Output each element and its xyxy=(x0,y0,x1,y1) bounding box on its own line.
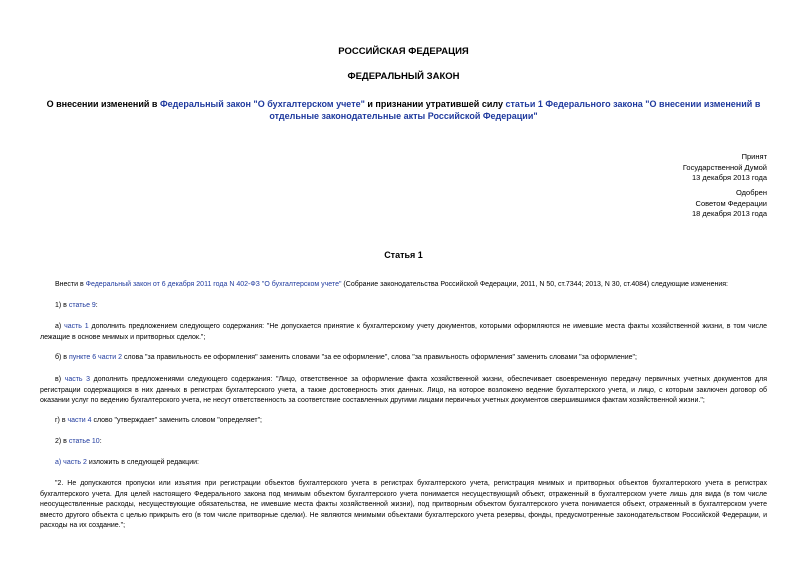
title-text-1: О внесении изменений в xyxy=(46,99,160,109)
p3-link-part-1[interactable]: часть 1 xyxy=(64,323,89,330)
p2-text-b: : xyxy=(95,302,98,309)
paragraph-item-1v xyxy=(40,375,767,407)
paragraph-intro xyxy=(40,280,767,291)
article-heading: Статья 1 xyxy=(384,250,423,260)
p2-text-a: 1) в xyxy=(55,302,69,309)
approved-date: 18 декабря 2013 года xyxy=(691,209,767,218)
p4-text-b: слова "за правильность ее оформления" заменить словами "за ее оформление", слова "за правильность оформления" заменить словами "за оформление"; xyxy=(122,354,637,361)
p6-link-part-4[interactable]: части 4 xyxy=(67,417,92,424)
law-type-heading: ФЕДЕРАЛЬНЫЙ ЗАКОН xyxy=(347,71,460,82)
p5-text-b: дополнить предложениями следующего содержания: "Лицо, ответственное за оформление факта хозяйственной жизни, обеспечивает своевременную передачу первичных учетных документов для регистрации содержащихся в них данных в регистрах бухгалтерского учета, а также достоверность этих данных. Лицо, на которое возложено ведение бухгалтерского учета, и лицо, с которым заключен договор об оказании услуг по ведению бухгалтерского учета, не несут ответственность за соответствие составленных другими лицами первичных учетных документов свершившимся фактам хозяйственной жизни."; xyxy=(40,376,768,404)
approved-line-2: Советом Федерации xyxy=(695,198,767,208)
title-link-accounting-law[interactable]: Федеральный закон "О бухгалтерском учете" xyxy=(159,99,365,109)
p3-text-a: а) xyxy=(55,323,65,330)
paragraph-item-1g xyxy=(40,416,767,427)
paragraph-item-2 xyxy=(40,437,767,448)
title-text-2: и признании утратившей силу xyxy=(364,99,506,109)
accepted-line-1: Принят xyxy=(741,152,767,161)
p2-link-article-9[interactable]: статье 9 xyxy=(68,302,96,309)
accepted-block xyxy=(683,152,767,184)
p8-link-part-2[interactable]: а) часть 2 xyxy=(55,459,87,466)
p1-text-b: (Собрание законодательства Российской Федерации, 2011, N 50, ст.7344; 2013, N 30, ст.4084) следующие изменения: xyxy=(341,281,728,288)
paragraph-item-1 xyxy=(40,301,767,312)
paragraph-item-1b xyxy=(40,353,767,364)
p1-link-law-402fz[interactable]: Федеральный закон от 6 декабря 2011 года N 402-ФЗ "О бухгалтерском учете" xyxy=(85,281,342,288)
p4-text-a: б) в xyxy=(55,354,69,361)
p3-text-b: дополнить предложением следующего содержания: "Не допускается принятие к бухгалтерскому учету документов, которыми оформляются не имевшие места факты хозяйственной жизни, в том числе лежащие в основе мнимых и притворных сделок."; xyxy=(40,323,768,341)
p1-text-a: Внести в xyxy=(55,281,86,288)
p7-text-b: : xyxy=(99,438,102,445)
p7-link-article-10[interactable]: статье 10 xyxy=(68,438,100,445)
p8-text-b: изложить в следующей редакции: xyxy=(86,459,199,466)
accepted-date: 13 декабря 2013 года xyxy=(691,173,767,182)
title-link-article-1[interactable]: статьи 1 Федерального закона "О внесении изменений в отдельные законодательные акты Российской Федерации" xyxy=(269,99,761,121)
country-heading: РОССИЙСКАЯ ФЕДЕРАЦИЯ xyxy=(338,46,469,57)
paragraph-quote-part-2: "2. Не допускаются пропуски или изъятия при регистрации объектов бухгалтерского учета в регистрах бухгалтерского учета, регистрация мнимых и притворных объектов бухгалтерского учета в регистрах бухгалтерского учета. Для целей настоящего Федерального закона под мнимым объектом бухгалтерского учета понимается несуществующий объект, отраженный в бухгалтерском учете лишь для вида (в том числе неосуществленные расходы, несуществующие обязательства, не имевшие места факты хозяйственной жизни), под притворным объектом бухгалтерского учета понимается объект, отраженный в бухгалтерском учете вместо другого объекта с целью прикрыть его (в том числе притворные сделки). Не являются мнимыми объектами бухгалтерского учета резервы, фонды, предусмотренные законодательством Российской Федерации, и расходы на их создание."; xyxy=(40,480,767,529)
p5-link-part-3[interactable]: часть 3 xyxy=(64,376,91,383)
approved-line-1: Одобрен xyxy=(736,188,767,197)
law-title xyxy=(0,99,807,122)
p6-text-a: г) в xyxy=(55,417,68,424)
p5-text-a: в) xyxy=(55,376,65,383)
p4-link-point-6-part-2[interactable]: пункте 6 части 2 xyxy=(68,354,123,361)
approved-block xyxy=(692,188,767,220)
accepted-line-2: Государственной Думой xyxy=(682,162,767,172)
paragraph-item-2a xyxy=(40,458,767,469)
paragraph-item-1a xyxy=(40,322,767,343)
p6-text-b: слово "утверждает" заменить словом "определяет"; xyxy=(91,417,262,424)
p7-text-a: 2) в xyxy=(55,438,69,445)
